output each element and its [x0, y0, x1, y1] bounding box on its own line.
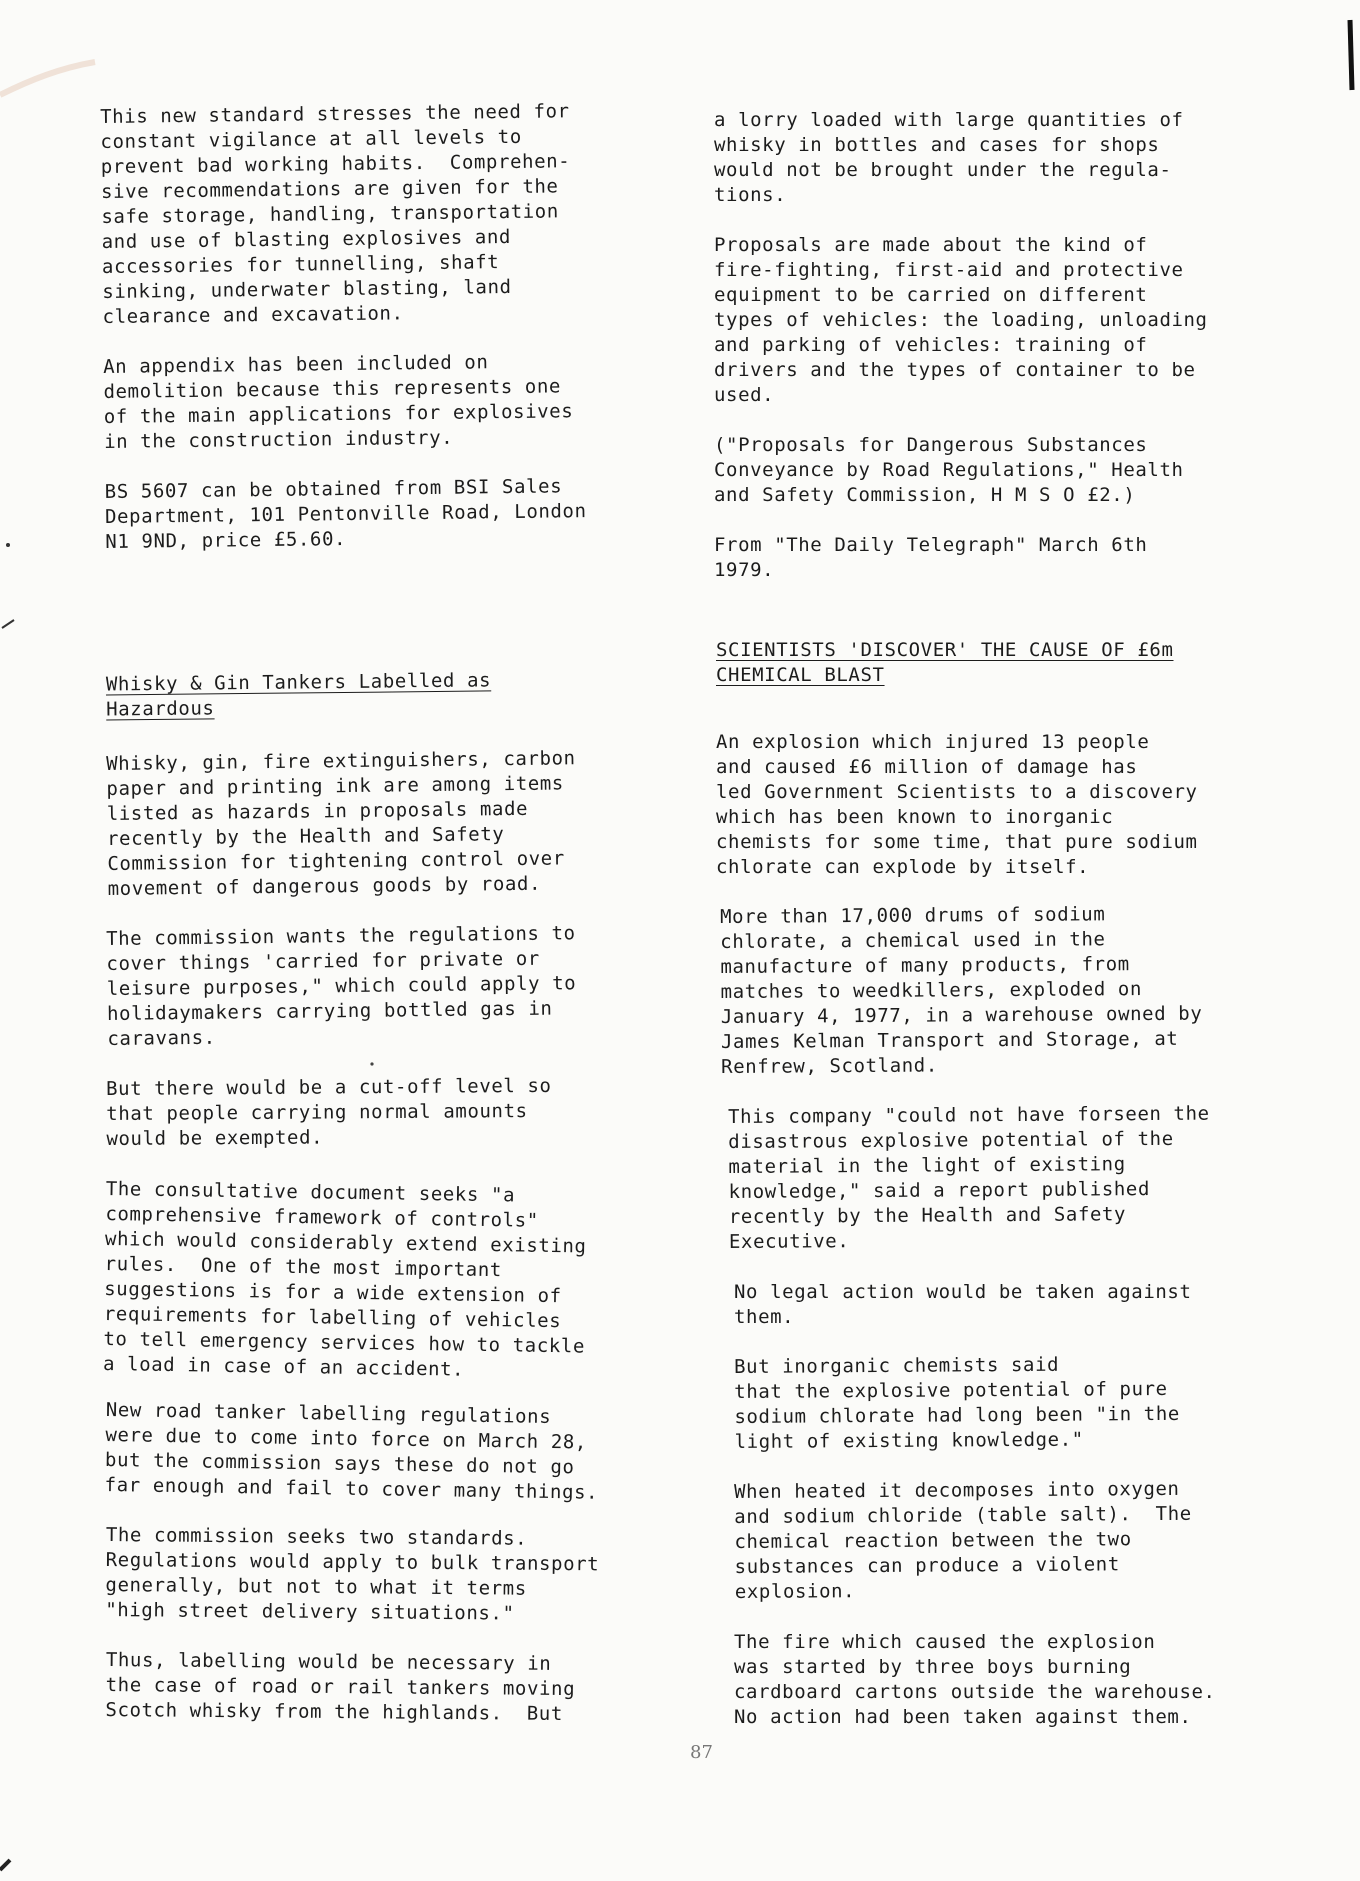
paragraph: This company "could not have forseen the disastrous explosive potential of the material in the light of existing knowledge," said a report published recently by the Health and Safety Executive. — [728, 1102, 1210, 1253]
paragraph: An explosion which injured 13 people and caused £6 million of damage has led Government Scientists to a discovery which has been known to inorganic chemists for some time, that pure sodium chlorate can explode by itself. — [716, 731, 1198, 878]
paragraph: Proposals are made about the kind of fire-fighting, first-aid and protective equipment to be carried on different types of vehicles: the loading, unloading and parking of vehicles: training of drivers and the types of container to be used. — [714, 234, 1208, 406]
page-number: 87 — [690, 1742, 713, 1763]
paragraph: BS 5607 can be obtained from BSI Sales Department, 101 Pentonville Road, London N1 9ND, price £5.60. — [104, 475, 587, 553]
paragraph: But there would be a cut-off level so that people carrying normal amounts would be exempted. — [106, 1074, 552, 1150]
article-heading-whisky: Whisky & Gin Tankers Labelled as Hazardous — [105, 669, 492, 721]
paragraph: The consultative document seeks "a comprehensive framework of controls" which would considerably extend existing rules. One of the most important suggestions is for a wide extension of requirements for labelling of vehicles to tell emergency services how to tackle a load in case of an accident. — [102, 1177, 587, 1381]
paragraph: Thus, labelling would be necessary in the case of road or rail tankers moving Scotch whisky from the highlands. But — [105, 1649, 576, 1725]
paragraph: More than 17,000 drums of sodium chlorate, a chemical used in the manufacture of many products, from matches to weedkillers, exploded on January 4, 1977, in a warehouse owned by James Kelman Transport and Storage, at Renfrew, Scotland. — [720, 903, 1203, 1078]
paragraph: An appendix has been included on demolition because this represents one of the main applications for explosives in the construction industry. — [103, 351, 574, 453]
paragraph: New road tanker labelling regulations were due to come into force on March 28, but the commission says these do not go far enough and fail to cover many things. — [104, 1398, 599, 1504]
article-heading-chemical-blast: SCIENTISTS 'DISCOVER' THE CAUSE OF £6m CHEMICAL BLAST — [716, 639, 1174, 686]
paragraph: a lorry loaded with large quantities of whisky in bottles and cases for shops would not be brought under the regula- tions. — [714, 109, 1184, 206]
paragraph: But inorganic chemists said that the explosive potential of pure sodium chlorate had long been "in the light of existing knowledge." — [734, 1353, 1180, 1453]
paragraph: Whisky, gin, fire extinguishers, carbon paper and printing ink are among items listed as hazards in proposals made recently by the Health and Safety Commission for tightening control over movement of dangerous goods by road. — [106, 747, 576, 900]
right-column-bottom — [716, 730, 1276, 1755]
paragraph: ("Proposals for Dangerous Substances Conveyance by Road Regulations," Health and Safety Commission, H M S O £2.) — [714, 434, 1184, 506]
left-column-top — [100, 98, 666, 580]
paragraph: No legal action would be taken against them. — [734, 1281, 1192, 1328]
paragraph: This new standard stresses the need for constant vigilance at all levels to prevent bad working habits. Comprehen- sive recommendations are given for the safe storage, handling, transportation and use of blasting explosives and accessories for tunnelling, shaft sinking, underwater blasting, land clearance and excavation. — [100, 100, 571, 328]
paragraph: The fire which caused the explosion was started by three boys burning cardboard cartons outside the warehouse. No action had been taken against them. — [734, 1631, 1216, 1728]
left-column-bottom — [102, 747, 666, 1748]
paragraph: When heated it decomposes into oxygen and sodium chloride (table salt). The chemical reaction between the two substances can produce a violent explosion. — [734, 1477, 1192, 1603]
paragraph: The commission seeks two standards. Regulations would apply to bulk transport generally, but not to what it terms "high street delivery situations." — [105, 1524, 600, 1625]
paragraph: The commission wants the regulations to cover things 'carried for private or leisure purposes," which could apply to holidaymakers carrying bottled gas in caravans. — [106, 922, 577, 1050]
paragraph: From "The Daily Telegraph" March 6th 1979. — [714, 534, 1148, 581]
right-column-top — [714, 108, 1274, 608]
